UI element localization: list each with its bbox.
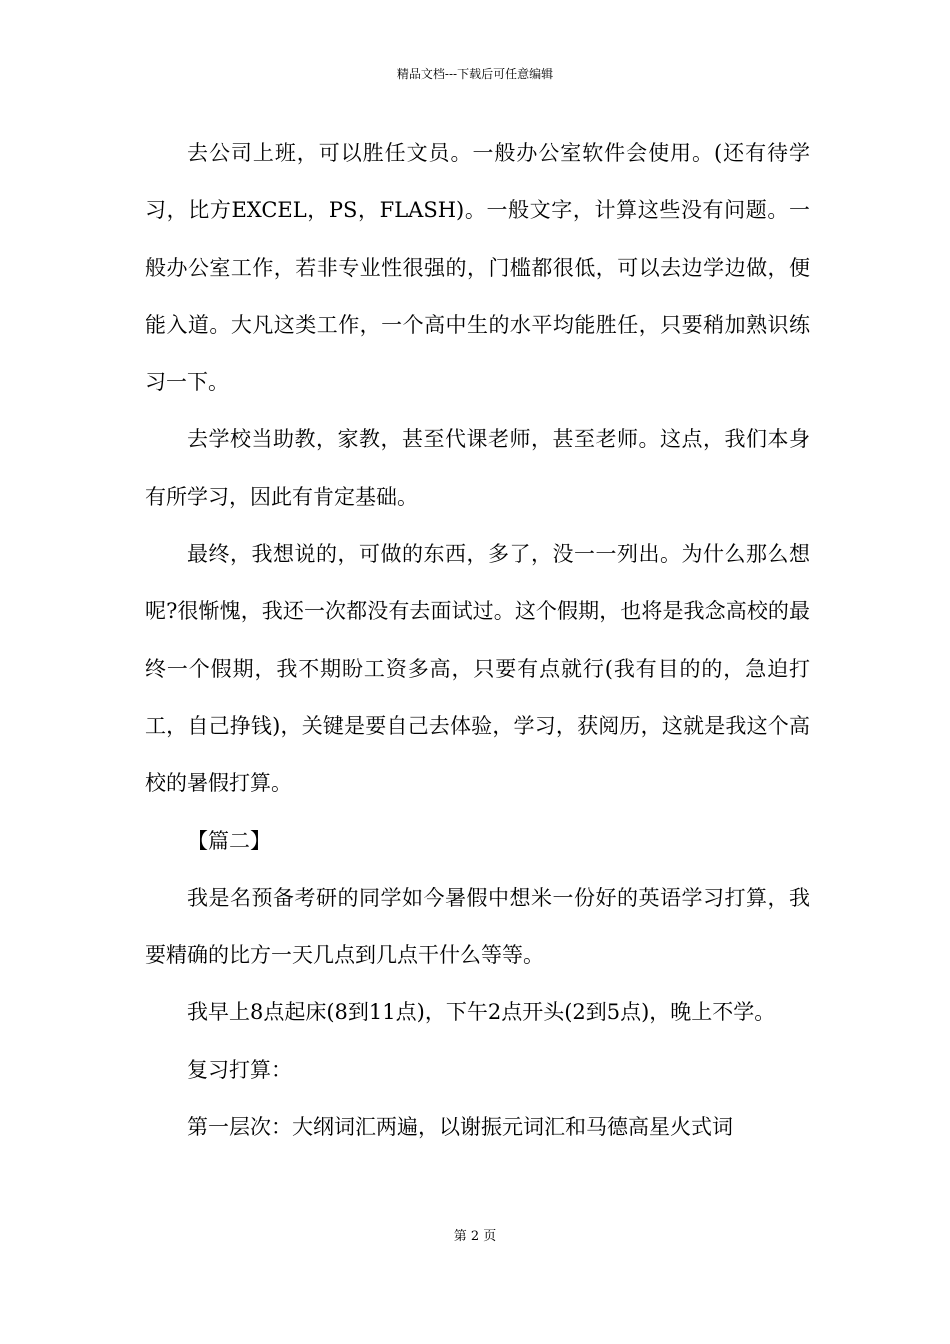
paragraph-first-level: 第一层次：大纲词汇两遍，以谢振元词汇和马德高星火式词 [187,1115,733,1140]
section-heading: 【篇二】 [187,828,271,853]
page-header: 精品文档---下载后可任意编辑 [396,67,554,81]
document-body [145,125,810,1156]
paragraph-study-plan-intro: 我是名预备考研的同学如今暑假中想米一份好的英语学习打算，我要精确的比方一天几点到几点干什么等等。 [145,885,810,968]
page-number: 第 2 页 [453,1229,497,1244]
paragraph-schedule: 我早上8点起床(8到11点)，下午2点开头(2到5点)，晚上不学。 [187,1000,776,1025]
paragraph-conclusion: 最终，我想说的，可做的东西，多了，没一一列出。为什么那么想呢?很惭愧，我还一次都没有去面试过。这个假期，也将是我念高校的最终一个假期，我不期盼工资多高，只要有点就行(我有目的的，急迫打工，自己挣钱)，关键是要自己去体验，学习，获阅历，这就是我这个高校的暑假打算。 [145,542,810,796]
paragraph-office-work: 去公司上班，可以胜任文员。一般办公室软件会使用。(还有待学习，比方EXCEL，PS，FLASH)。一般文字，计算这些没有问题。一般办公室工作，若非专业性很强的，门槛都很低，可以去边学边做，便能入道。大凡这类工作，一个高中生的水平均能胜任，只要稍加熟识练习一下。 [145,141,810,395]
paragraph-review-plan: 复习打算： [187,1057,292,1082]
paragraph-teaching: 去学校当助教，家教，甚至代课老师，甚至老师。这点，我们本身有所学习，因此有肯定基础。 [145,427,810,509]
